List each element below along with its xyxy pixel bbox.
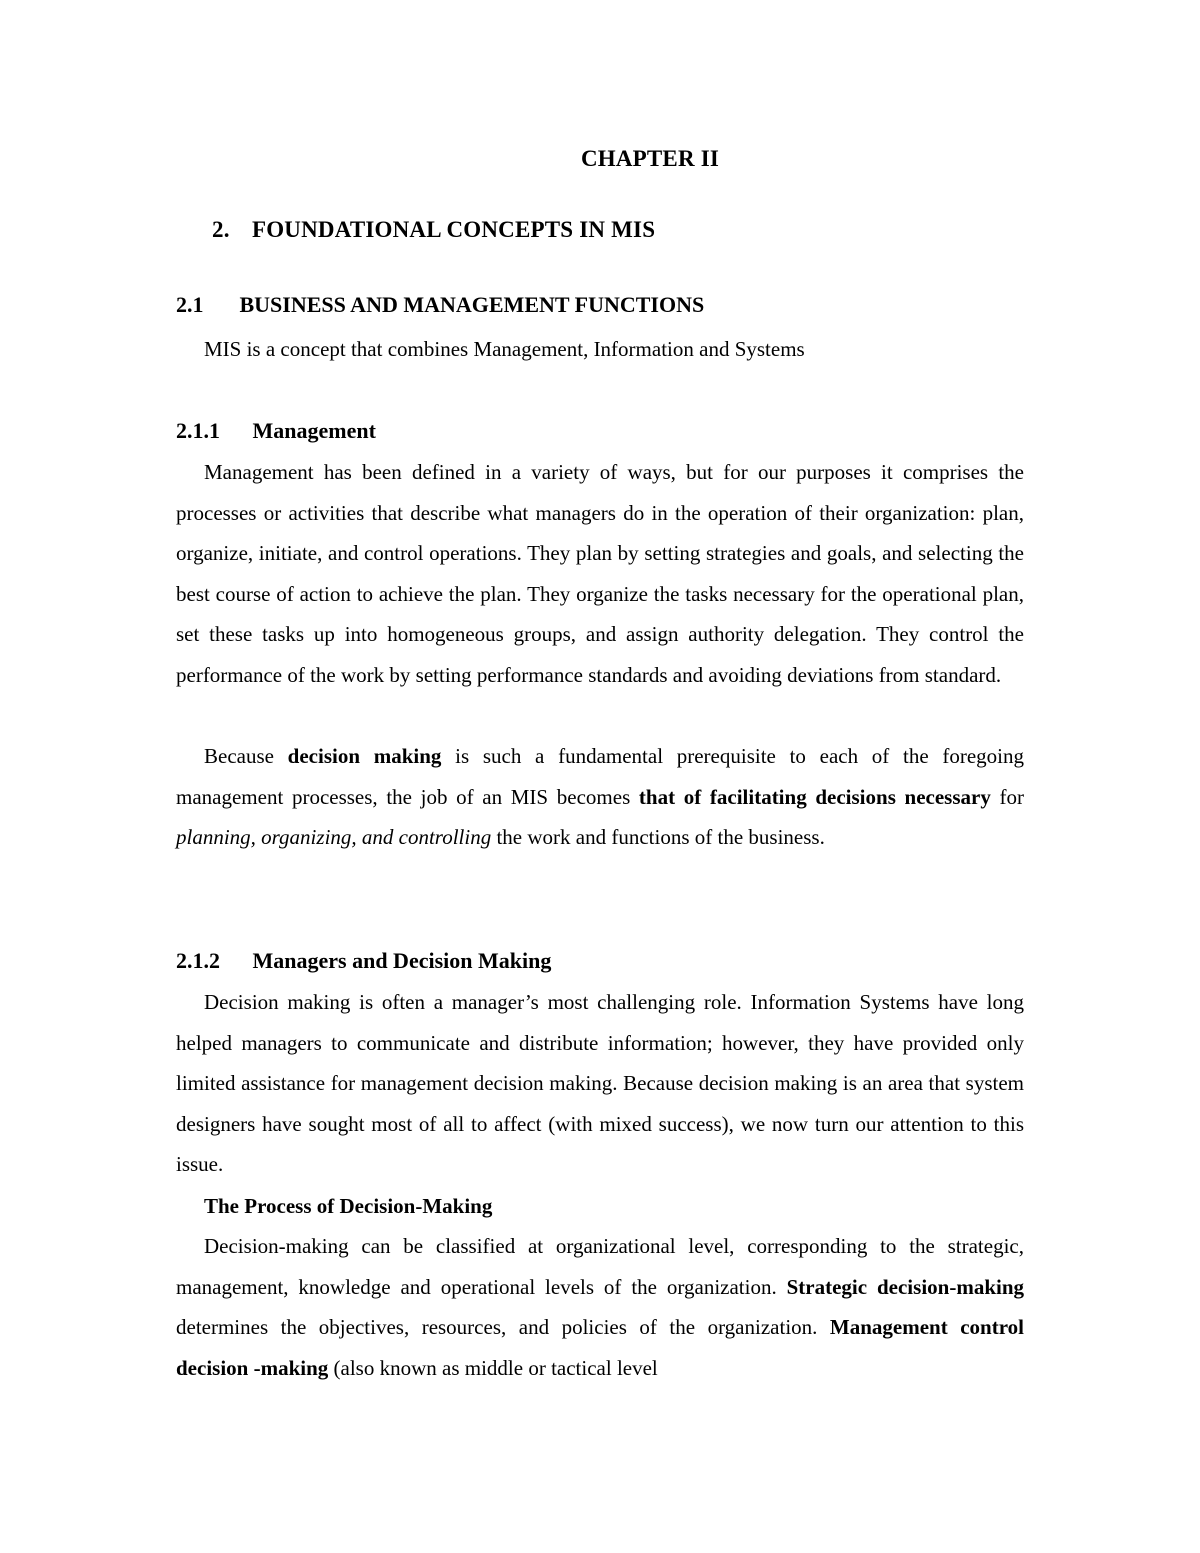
text-run: Decision-making can be classified at organizational level, corresponding to the strategic, management, knowledge and operational levels of the organization. (176, 1234, 1024, 1299)
bold-term: Management control decision -making (176, 1315, 1024, 1380)
section-intro: MIS is a concept that combines Management, Information and Systems (204, 337, 805, 361)
subsection-title: Management (252, 418, 376, 443)
text-run: (also known as middle or tactical level (328, 1355, 658, 1380)
text-run: determines the objectives, resources, and policies of the organization. (176, 1315, 830, 1340)
section-title: BUSINESS AND MANAGEMENT FUNCTIONS (239, 292, 705, 317)
managers-decision-paragraph: Decision making is often a manager’s most challenging role. Information Systems have long helped managers to communicate and distribute information; however, they have provided only limited assistance for management decision making. Because decision making is an area that system designers have sought most of all to affect (with mixed success), we now turn our attention to this issue. (176, 990, 1024, 1177)
main-heading-text: FOUNDATIONAL CONCEPTS IN MIS (251, 217, 656, 242)
subsection-number: 2.1.2 (176, 948, 220, 973)
bold-term: that of facilitating decisions necessary (638, 784, 991, 809)
main-heading (212, 217, 655, 243)
subsection-title: Managers and Decision Making (252, 948, 552, 973)
main-heading-number: 2. (212, 217, 230, 242)
bold-term: Strategic decision-making (786, 1274, 1025, 1299)
management-paragraph: Management has been defined in a variety of ways, but for our purposes it comprises the processes or activities that describe what managers do in the operation of their organization: plan, organize, initiate, and control operations. They plan by setting strategies and goals, and selecting the best course of action to achieve the plan. They organize the tasks necessary for the operational plan, set these tasks up into homogeneous groups, and assign authority delegation. They control the performance of the work by setting performance standards and avoiding deviations from standard. (176, 460, 1024, 687)
text-run: for (990, 784, 1024, 809)
chapter-title: CHAPTER II (580, 146, 720, 171)
subsection-number: 2.1.1 (176, 418, 220, 443)
italic-term: planning, organizing, and controlling (176, 825, 492, 850)
bold-term: decision making (287, 744, 442, 768)
subsection-heading-2-1-1 (176, 418, 376, 444)
section-number: 2.1 (176, 292, 204, 317)
section-heading-2-1 (176, 292, 704, 318)
process-heading: The Process of Decision-Making (204, 1194, 493, 1218)
text-run: Because (204, 744, 288, 768)
text-run: the work and functions of the business. (491, 825, 825, 850)
decision-making-paragraph (176, 736, 1024, 858)
subsection-heading-2-1-2 (176, 948, 551, 974)
text-run: is such a fundamental prerequisite to each of the foregoing management processes, the job of an MIS becomes (176, 744, 1024, 809)
process-paragraph (176, 1226, 1024, 1388)
